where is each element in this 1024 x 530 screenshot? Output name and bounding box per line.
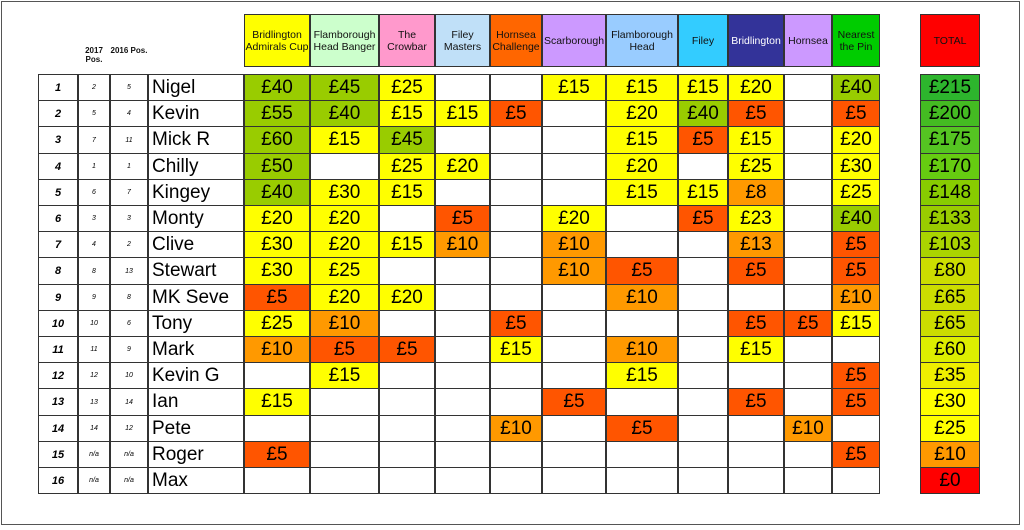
pos-2017-cell: 6 — [78, 179, 110, 206]
rank-cell: 14 — [38, 415, 78, 442]
player-name-cell: Clive — [148, 231, 244, 258]
score-cell — [728, 284, 784, 311]
score-cell — [784, 362, 832, 389]
score-cell — [379, 257, 435, 285]
score-cell — [728, 467, 784, 494]
pos-2017-cell: 11 — [78, 336, 110, 363]
score-cell — [542, 310, 606, 337]
score-cell — [832, 415, 880, 442]
score-cell: £60 — [244, 126, 310, 154]
score-cell — [379, 362, 435, 389]
score-cell — [490, 441, 542, 468]
score-cell — [379, 415, 435, 442]
score-cell: £40 — [678, 100, 728, 127]
score-cell: £20 — [310, 284, 379, 311]
score-cell — [490, 153, 542, 180]
score-cell — [542, 153, 606, 180]
total-cell: £103 — [920, 231, 980, 258]
score-cell — [490, 205, 542, 232]
score-cell — [435, 74, 490, 101]
pos-2016-cell: 6 — [110, 310, 148, 337]
pos-2016-cell: 12 — [110, 415, 148, 442]
pos-2017-cell: 4 — [78, 231, 110, 258]
score-cell — [310, 441, 379, 468]
pos-2016-cell: 4 — [110, 100, 148, 127]
score-cell: £25 — [379, 74, 435, 101]
score-cell: £50 — [244, 153, 310, 180]
score-cell: £15 — [606, 74, 678, 101]
score-cell — [728, 415, 784, 442]
pos-2016-cell: 3 — [110, 205, 148, 232]
score-cell: £5 — [678, 126, 728, 154]
score-cell: £15 — [379, 100, 435, 127]
player-name-cell: Kevin — [148, 100, 244, 127]
score-cell: £10 — [542, 257, 606, 285]
pos-2016-header: 2016 Pos. — [110, 46, 148, 55]
total-cell: £200 — [920, 100, 980, 127]
score-cell — [490, 284, 542, 311]
score-cell — [542, 441, 606, 468]
score-cell: £30 — [244, 257, 310, 285]
score-cell — [435, 415, 490, 442]
score-cell — [784, 179, 832, 206]
score-cell: £5 — [435, 205, 490, 232]
rank-cell: 3 — [38, 126, 78, 154]
score-cell — [490, 388, 542, 416]
score-cell: £5 — [728, 310, 784, 337]
score-cell: £15 — [606, 179, 678, 206]
rank-cell: 6 — [38, 205, 78, 232]
score-cell: £15 — [379, 179, 435, 206]
total-cell: £80 — [920, 257, 980, 285]
score-cell: £25 — [832, 179, 880, 206]
score-cell — [435, 388, 490, 416]
score-cell: £20 — [606, 153, 678, 180]
score-cell — [379, 205, 435, 232]
score-cell: £40 — [832, 205, 880, 232]
pos-2017-cell: 3 — [78, 205, 110, 232]
event-header: Bridlington Admirals Cup — [244, 14, 310, 67]
score-cell: £5 — [728, 257, 784, 285]
pos-2017-cell: 8 — [78, 257, 110, 285]
score-cell — [678, 388, 728, 416]
player-name-cell: MK Seve — [148, 284, 244, 311]
score-cell: £15 — [606, 126, 678, 154]
pos-2017-cell: 9 — [78, 284, 110, 311]
rank-cell: 4 — [38, 153, 78, 180]
score-cell — [542, 415, 606, 442]
score-cell: £5 — [542, 388, 606, 416]
total-cell: £133 — [920, 205, 980, 232]
total-cell: £30 — [920, 388, 980, 416]
score-cell — [678, 257, 728, 285]
score-cell: £5 — [728, 388, 784, 416]
total-cell: £65 — [920, 284, 980, 311]
score-cell: £25 — [728, 153, 784, 180]
score-cell — [490, 257, 542, 285]
score-cell — [678, 284, 728, 311]
score-cell: £13 — [728, 231, 784, 258]
score-cell — [728, 362, 784, 389]
score-cell — [784, 205, 832, 232]
score-cell: £10 — [435, 231, 490, 258]
score-cell — [678, 310, 728, 337]
score-cell — [435, 441, 490, 468]
score-cell — [606, 310, 678, 337]
score-cell: £20 — [542, 205, 606, 232]
score-cell — [832, 336, 880, 363]
score-cell: £10 — [606, 284, 678, 311]
score-cell: £10 — [606, 336, 678, 363]
score-cell — [678, 415, 728, 442]
score-cell — [435, 310, 490, 337]
rank-cell: 10 — [38, 310, 78, 337]
score-cell — [542, 284, 606, 311]
score-cell — [310, 415, 379, 442]
pos-2016-cell: 5 — [110, 74, 148, 101]
rank-cell: 15 — [38, 441, 78, 468]
pos-2016-cell: 9 — [110, 336, 148, 363]
score-cell: £20 — [728, 74, 784, 101]
pos-2016-cell: 13 — [110, 257, 148, 285]
event-header: Nearest the Pin — [832, 14, 880, 67]
pos-2017-cell: 5 — [78, 100, 110, 127]
score-cell — [435, 467, 490, 494]
pos-2017-header: 2017 Pos. — [85, 46, 103, 64]
pos-2016-cell: 10 — [110, 362, 148, 389]
score-cell: £30 — [310, 179, 379, 206]
pos-2017-cell: 10 — [78, 310, 110, 337]
score-cell: £15 — [310, 362, 379, 389]
score-cell — [542, 336, 606, 363]
score-cell — [490, 179, 542, 206]
score-cell: £5 — [244, 441, 310, 468]
score-cell — [244, 415, 310, 442]
score-cell: £45 — [310, 74, 379, 101]
score-cell — [784, 74, 832, 101]
score-cell — [490, 126, 542, 154]
score-cell: £5 — [832, 257, 880, 285]
score-cell: £15 — [244, 388, 310, 416]
score-cell — [244, 362, 310, 389]
event-header: Scarborough — [542, 14, 606, 67]
score-cell: £15 — [379, 231, 435, 258]
player-name-cell: Kingey — [148, 179, 244, 206]
score-cell — [784, 441, 832, 468]
rank-cell: 5 — [38, 179, 78, 206]
score-cell: £20 — [832, 126, 880, 154]
score-cell: £5 — [728, 100, 784, 127]
score-cell — [310, 467, 379, 494]
score-cell — [490, 74, 542, 101]
total-cell: £25 — [920, 415, 980, 442]
score-cell: £5 — [678, 205, 728, 232]
player-name-cell: Kevin G — [148, 362, 244, 389]
score-cell: £10 — [310, 310, 379, 337]
pos-2017-cell: 14 — [78, 415, 110, 442]
pos-2016-cell: n/a — [110, 441, 148, 468]
score-cell — [678, 153, 728, 180]
total-cell: £148 — [920, 179, 980, 206]
score-cell: £15 — [542, 74, 606, 101]
score-cell — [435, 257, 490, 285]
score-cell: £5 — [606, 257, 678, 285]
player-name-cell: Tony — [148, 310, 244, 337]
pos-2016-cell: 14 — [110, 388, 148, 416]
score-cell — [784, 231, 832, 258]
total-cell: £170 — [920, 153, 980, 180]
score-cell: £5 — [832, 388, 880, 416]
score-cell — [678, 441, 728, 468]
score-cell: £40 — [832, 74, 880, 101]
score-cell — [542, 100, 606, 127]
score-cell — [784, 388, 832, 416]
score-cell: £15 — [678, 74, 728, 101]
score-cell — [678, 362, 728, 389]
score-cell — [542, 179, 606, 206]
pos-2017-cell: n/a — [78, 441, 110, 468]
score-cell: £15 — [310, 126, 379, 154]
score-cell: £10 — [784, 415, 832, 442]
score-cell: £5 — [310, 336, 379, 363]
player-name-cell: Roger — [148, 441, 244, 468]
pos-2017-cell: 7 — [78, 126, 110, 154]
player-name-cell: Max — [148, 467, 244, 494]
score-cell: £10 — [542, 231, 606, 258]
score-cell — [435, 336, 490, 363]
pos-2017-cell: 13 — [78, 388, 110, 416]
score-cell — [490, 231, 542, 258]
pos-2016-cell: 2 — [110, 231, 148, 258]
score-cell: £20 — [435, 153, 490, 180]
event-header: Bridlington — [728, 14, 784, 67]
score-cell — [728, 441, 784, 468]
total-cell: £175 — [920, 126, 980, 154]
player-name-cell: Mick R — [148, 126, 244, 154]
score-cell — [435, 284, 490, 311]
player-name-cell: Stewart — [148, 257, 244, 285]
rank-cell: 2 — [38, 100, 78, 127]
player-name-cell: Nigel — [148, 74, 244, 101]
score-cell — [784, 153, 832, 180]
score-cell: £5 — [832, 231, 880, 258]
score-cell: £20 — [244, 205, 310, 232]
score-cell: £20 — [310, 231, 379, 258]
score-cell — [542, 467, 606, 494]
score-cell: £5 — [832, 441, 880, 468]
score-cell — [784, 467, 832, 494]
score-cell: £5 — [490, 100, 542, 127]
score-cell: £5 — [832, 100, 880, 127]
score-cell — [784, 257, 832, 285]
rank-cell: 13 — [38, 388, 78, 416]
score-cell: £8 — [728, 179, 784, 206]
score-cell — [784, 126, 832, 154]
event-header: Hornsea Challenge — [490, 14, 542, 67]
score-cell: £40 — [244, 74, 310, 101]
score-cell — [606, 467, 678, 494]
score-cell: £23 — [728, 205, 784, 232]
score-cell — [832, 467, 880, 494]
pos-2016-cell: 11 — [110, 126, 148, 154]
score-cell: £25 — [310, 257, 379, 285]
pos-2016-cell: n/a — [110, 467, 148, 494]
total-cell: £35 — [920, 362, 980, 389]
player-name-cell: Ian — [148, 388, 244, 416]
event-header: Flamborough Head — [606, 14, 678, 67]
score-cell: £30 — [244, 231, 310, 258]
score-cell: £5 — [244, 284, 310, 311]
score-cell: £15 — [728, 126, 784, 154]
score-cell: £5 — [379, 336, 435, 363]
score-cell — [784, 100, 832, 127]
score-cell: £5 — [606, 415, 678, 442]
total-cell: £10 — [920, 441, 980, 468]
score-cell: £40 — [310, 100, 379, 127]
score-cell — [244, 467, 310, 494]
score-cell — [606, 388, 678, 416]
total-cell: £215 — [920, 74, 980, 101]
score-cell — [542, 126, 606, 154]
score-cell: £20 — [379, 284, 435, 311]
event-header: Filey — [678, 14, 728, 67]
pos-2016-cell: 7 — [110, 179, 148, 206]
event-header: Filey Masters — [435, 14, 490, 67]
score-cell — [678, 231, 728, 258]
rank-cell: 8 — [38, 257, 78, 285]
pos-2017-cell: 2 — [78, 74, 110, 101]
score-cell: £45 — [379, 126, 435, 154]
pos-2016-cell: 1 — [110, 153, 148, 180]
score-cell: £15 — [606, 362, 678, 389]
score-cell: £15 — [490, 336, 542, 363]
score-cell — [542, 362, 606, 389]
score-cell: £5 — [832, 362, 880, 389]
score-cell — [310, 153, 379, 180]
rank-cell: 16 — [38, 467, 78, 494]
rank-cell: 12 — [38, 362, 78, 389]
score-cell — [435, 362, 490, 389]
score-cell: £15 — [435, 100, 490, 127]
pos-2017-cell: n/a — [78, 467, 110, 494]
score-cell: £30 — [832, 153, 880, 180]
score-cell — [678, 467, 728, 494]
score-cell — [310, 388, 379, 416]
rank-cell: 1 — [38, 74, 78, 101]
score-cell — [379, 441, 435, 468]
rank-cell: 9 — [38, 284, 78, 311]
score-cell — [606, 441, 678, 468]
score-cell — [490, 362, 542, 389]
pos-2016-cell: 8 — [110, 284, 148, 311]
score-cell — [490, 467, 542, 494]
total-cell: £60 — [920, 336, 980, 363]
player-name-cell: Pete — [148, 415, 244, 442]
pos-2017-cell: 12 — [78, 362, 110, 389]
score-cell: £15 — [678, 179, 728, 206]
rank-cell: 7 — [38, 231, 78, 258]
score-cell — [435, 179, 490, 206]
score-cell: £15 — [832, 310, 880, 337]
total-cell: £65 — [920, 310, 980, 337]
score-cell — [606, 231, 678, 258]
score-cell — [379, 310, 435, 337]
score-cell — [435, 126, 490, 154]
score-cell: £5 — [784, 310, 832, 337]
player-name-cell: Mark — [148, 336, 244, 363]
player-name-cell: Chilly — [148, 153, 244, 180]
score-cell: £15 — [728, 336, 784, 363]
total-header: TOTAL — [920, 14, 980, 67]
score-cell — [606, 205, 678, 232]
event-header: Hornsea — [784, 14, 832, 67]
score-cell: £5 — [490, 310, 542, 337]
score-cell: £10 — [244, 336, 310, 363]
score-cell — [379, 388, 435, 416]
score-cell — [784, 336, 832, 363]
score-cell — [678, 336, 728, 363]
pos-2017-cell: 1 — [78, 153, 110, 180]
score-cell: £25 — [379, 153, 435, 180]
total-cell: £0 — [920, 467, 980, 494]
score-cell — [379, 467, 435, 494]
score-cell: £10 — [832, 284, 880, 311]
score-cell: £40 — [244, 179, 310, 206]
player-name-cell: Monty — [148, 205, 244, 232]
score-cell: £20 — [606, 100, 678, 127]
score-cell: £25 — [244, 310, 310, 337]
score-cell: £10 — [490, 415, 542, 442]
rank-cell: 11 — [38, 336, 78, 363]
score-cell: £20 — [310, 205, 379, 232]
event-header: Flamborough Head Banger — [310, 14, 379, 67]
event-header: The Crowbar — [379, 14, 435, 67]
score-cell: £55 — [244, 100, 310, 127]
score-cell — [784, 284, 832, 311]
